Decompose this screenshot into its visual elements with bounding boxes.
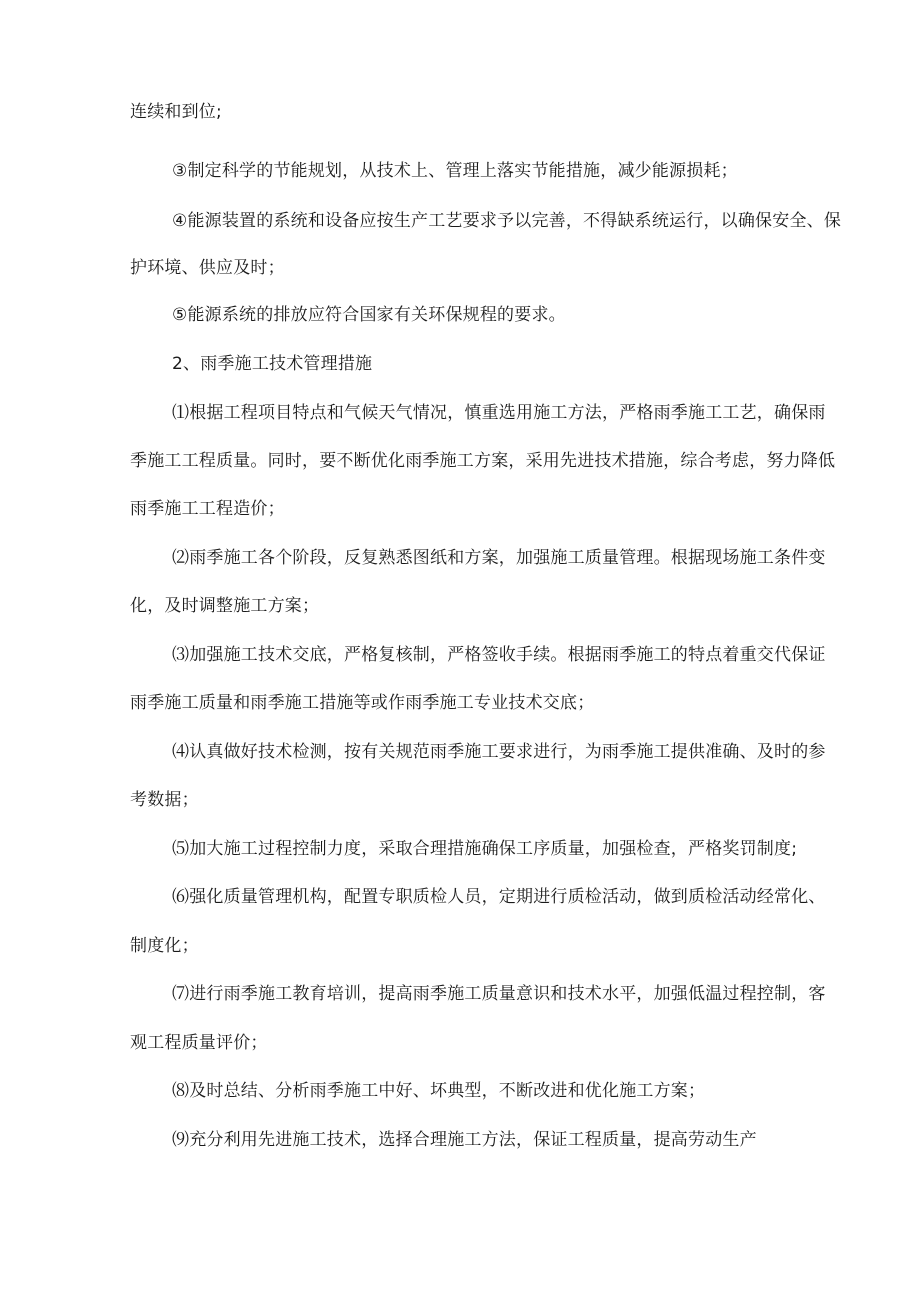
section-heading: 2、雨季施工技术管理措施 — [172, 354, 373, 374]
text-line-16: ⑸加大施工过程控制力度，采取合理措施确保工序质量，加强检查，严格奖罚制度; — [172, 839, 798, 859]
text-line-3: ④能源装置的系统和设备应按生产工艺要求予以完善，不得缺系统运行，以确保安全、保 — [172, 211, 842, 231]
text-line-1: 连续和到位; — [130, 102, 222, 122]
text-line-10: ⑵雨季施工各个阶段，反复熟悉图纸和方案，加强施工质量管理。根据现场施工条件变 — [172, 548, 826, 568]
text-line-12: ⑶加强施工技术交底，严格复核制，严格签收手续。根据雨季施工的特点着重交代保证 — [172, 645, 826, 665]
text-line-11: 化，及时调整施工方案； — [130, 596, 320, 616]
text-line-17: ⑹强化质量管理机构，配置专职质检人员，定期进行质检活动，做到质检活动经常化、 — [172, 887, 826, 907]
text-line-8: 季施工工程质量。同时，要不断优化雨季施工方案，采用先进技术措施，综合考虑，努力降低 — [130, 451, 836, 471]
text-line-7: ⑴根据工程项目特点和气候天气情况，慎重选用施工方法，严格雨季施工工艺，确保雨 — [172, 403, 826, 423]
text-line-13: 雨季施工质量和雨季施工措施等或作雨季施工专业技术交底； — [130, 693, 595, 713]
text-line-19: ⑺进行雨季施工教育培训，提高雨季施工质量意识和技术水平，加强低温过程控制，客 — [172, 984, 826, 1004]
text-line-4: 护环境、供应及时； — [130, 258, 285, 278]
text-line-9: 雨季施工工程造价； — [130, 499, 285, 519]
text-line-21: ⑻及时总结、分析雨季施工中好、坏典型，不断改进和优化施工方案； — [172, 1081, 706, 1101]
text-line-2: ③制定科学的节能规划，从技术上、管理上落实节能措施，减少能源损耗； — [172, 161, 738, 181]
text-line-22: ⑼充分利用先进施工技术，选择合理施工方法，保证工程质量，提高劳动生产 — [172, 1130, 757, 1150]
text-line-20: 观工程质量评价； — [130, 1033, 268, 1053]
text-line-18: 制度化； — [130, 936, 199, 956]
text-line-15: 考数据； — [130, 790, 199, 810]
text-line-5: ⑤能源系统的排放应符合国家有关环保规程的要求。 — [172, 305, 566, 325]
text-line-14: ⑷认真做好技术检测，按有关规范雨季施工要求进行，为雨季施工提供准确、及时的参 — [172, 742, 826, 762]
